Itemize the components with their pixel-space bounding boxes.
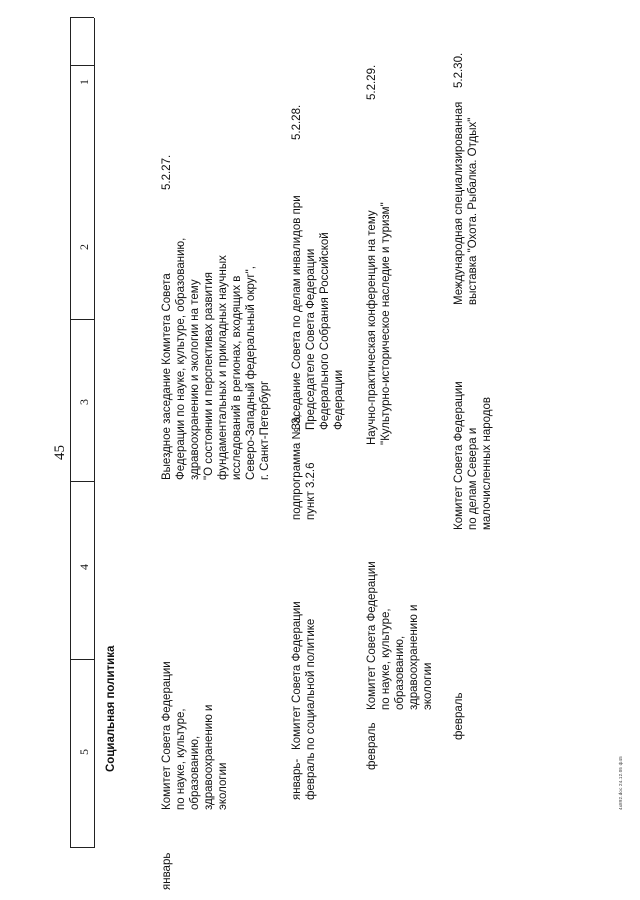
- basis-reference: подпрограмма № 3, пункт 3.2.6: [291, 414, 317, 520]
- header-col-divider-2: [70, 481, 94, 482]
- column-number-3: 3: [77, 399, 91, 405]
- header-bottom-line: [94, 18, 95, 848]
- item-number: 5.2.30.: [453, 52, 465, 88]
- responsible-committee: Комитет Совета Федерации по делам Севера и малочисленных народов: [453, 381, 493, 530]
- item-number: 5.2.28.: [291, 104, 303, 140]
- header-col-divider-4: [70, 65, 94, 66]
- responsible-committee: Комитет Совета Федерации по науке, культуре, образованию, здравоохранению и экологии: [161, 661, 229, 810]
- column-number-2: 2: [77, 244, 91, 250]
- page-number: 45: [52, 445, 68, 460]
- header-top-line: [70, 18, 71, 848]
- item-number: 5.2.27.: [161, 154, 173, 190]
- responsible-committee: Комитет Совета Федерации по науке, культуре, образованию, здравоохранению и экологии: [366, 561, 434, 710]
- event-description: Выездное заседание Комитета Совета Федерации по науке, культуре, образованию, здравоохранению и экологии на тему "О состоянии и перспективах развития фундаментальных и прикладных научных исследований в регионах, входящих в Северо-Западный федеральный округ", г. Санкт-Петербург: [161, 237, 271, 480]
- column-number-4: 4: [77, 564, 91, 570]
- event-description: Международная специализированная выставка "Охота. Рыбалка. Отдых": [453, 101, 479, 305]
- header-left-edge: [70, 847, 94, 848]
- event-date: февраль: [453, 692, 465, 740]
- section-title: Социальная политика: [105, 645, 117, 772]
- event-date: январь- февраль: [291, 752, 317, 800]
- responsible-committee: Комитет Совета Федерации по социальной политике: [291, 601, 317, 750]
- header-right-edge: [70, 17, 94, 18]
- event-date: январь: [161, 852, 173, 890]
- event-description: Заседание Совета по делам инвалидов при Председателе Совета Федерации Федерального Собрания Российской Федерации: [291, 195, 345, 430]
- column-number-1: 1: [77, 79, 91, 85]
- footer-file-code: 4х892.doc 24.12.05 ф45: [618, 756, 623, 810]
- event-date: февраль: [366, 722, 378, 770]
- header-col-divider-3: [70, 319, 94, 320]
- header-col-divider-1: [70, 659, 94, 660]
- event-description: Научно-практическая конференция на тему "Культурно-историческое наследие и туризм": [366, 202, 392, 445]
- column-number-5: 5: [77, 749, 91, 755]
- item-number: 5.2.29.: [366, 64, 378, 100]
